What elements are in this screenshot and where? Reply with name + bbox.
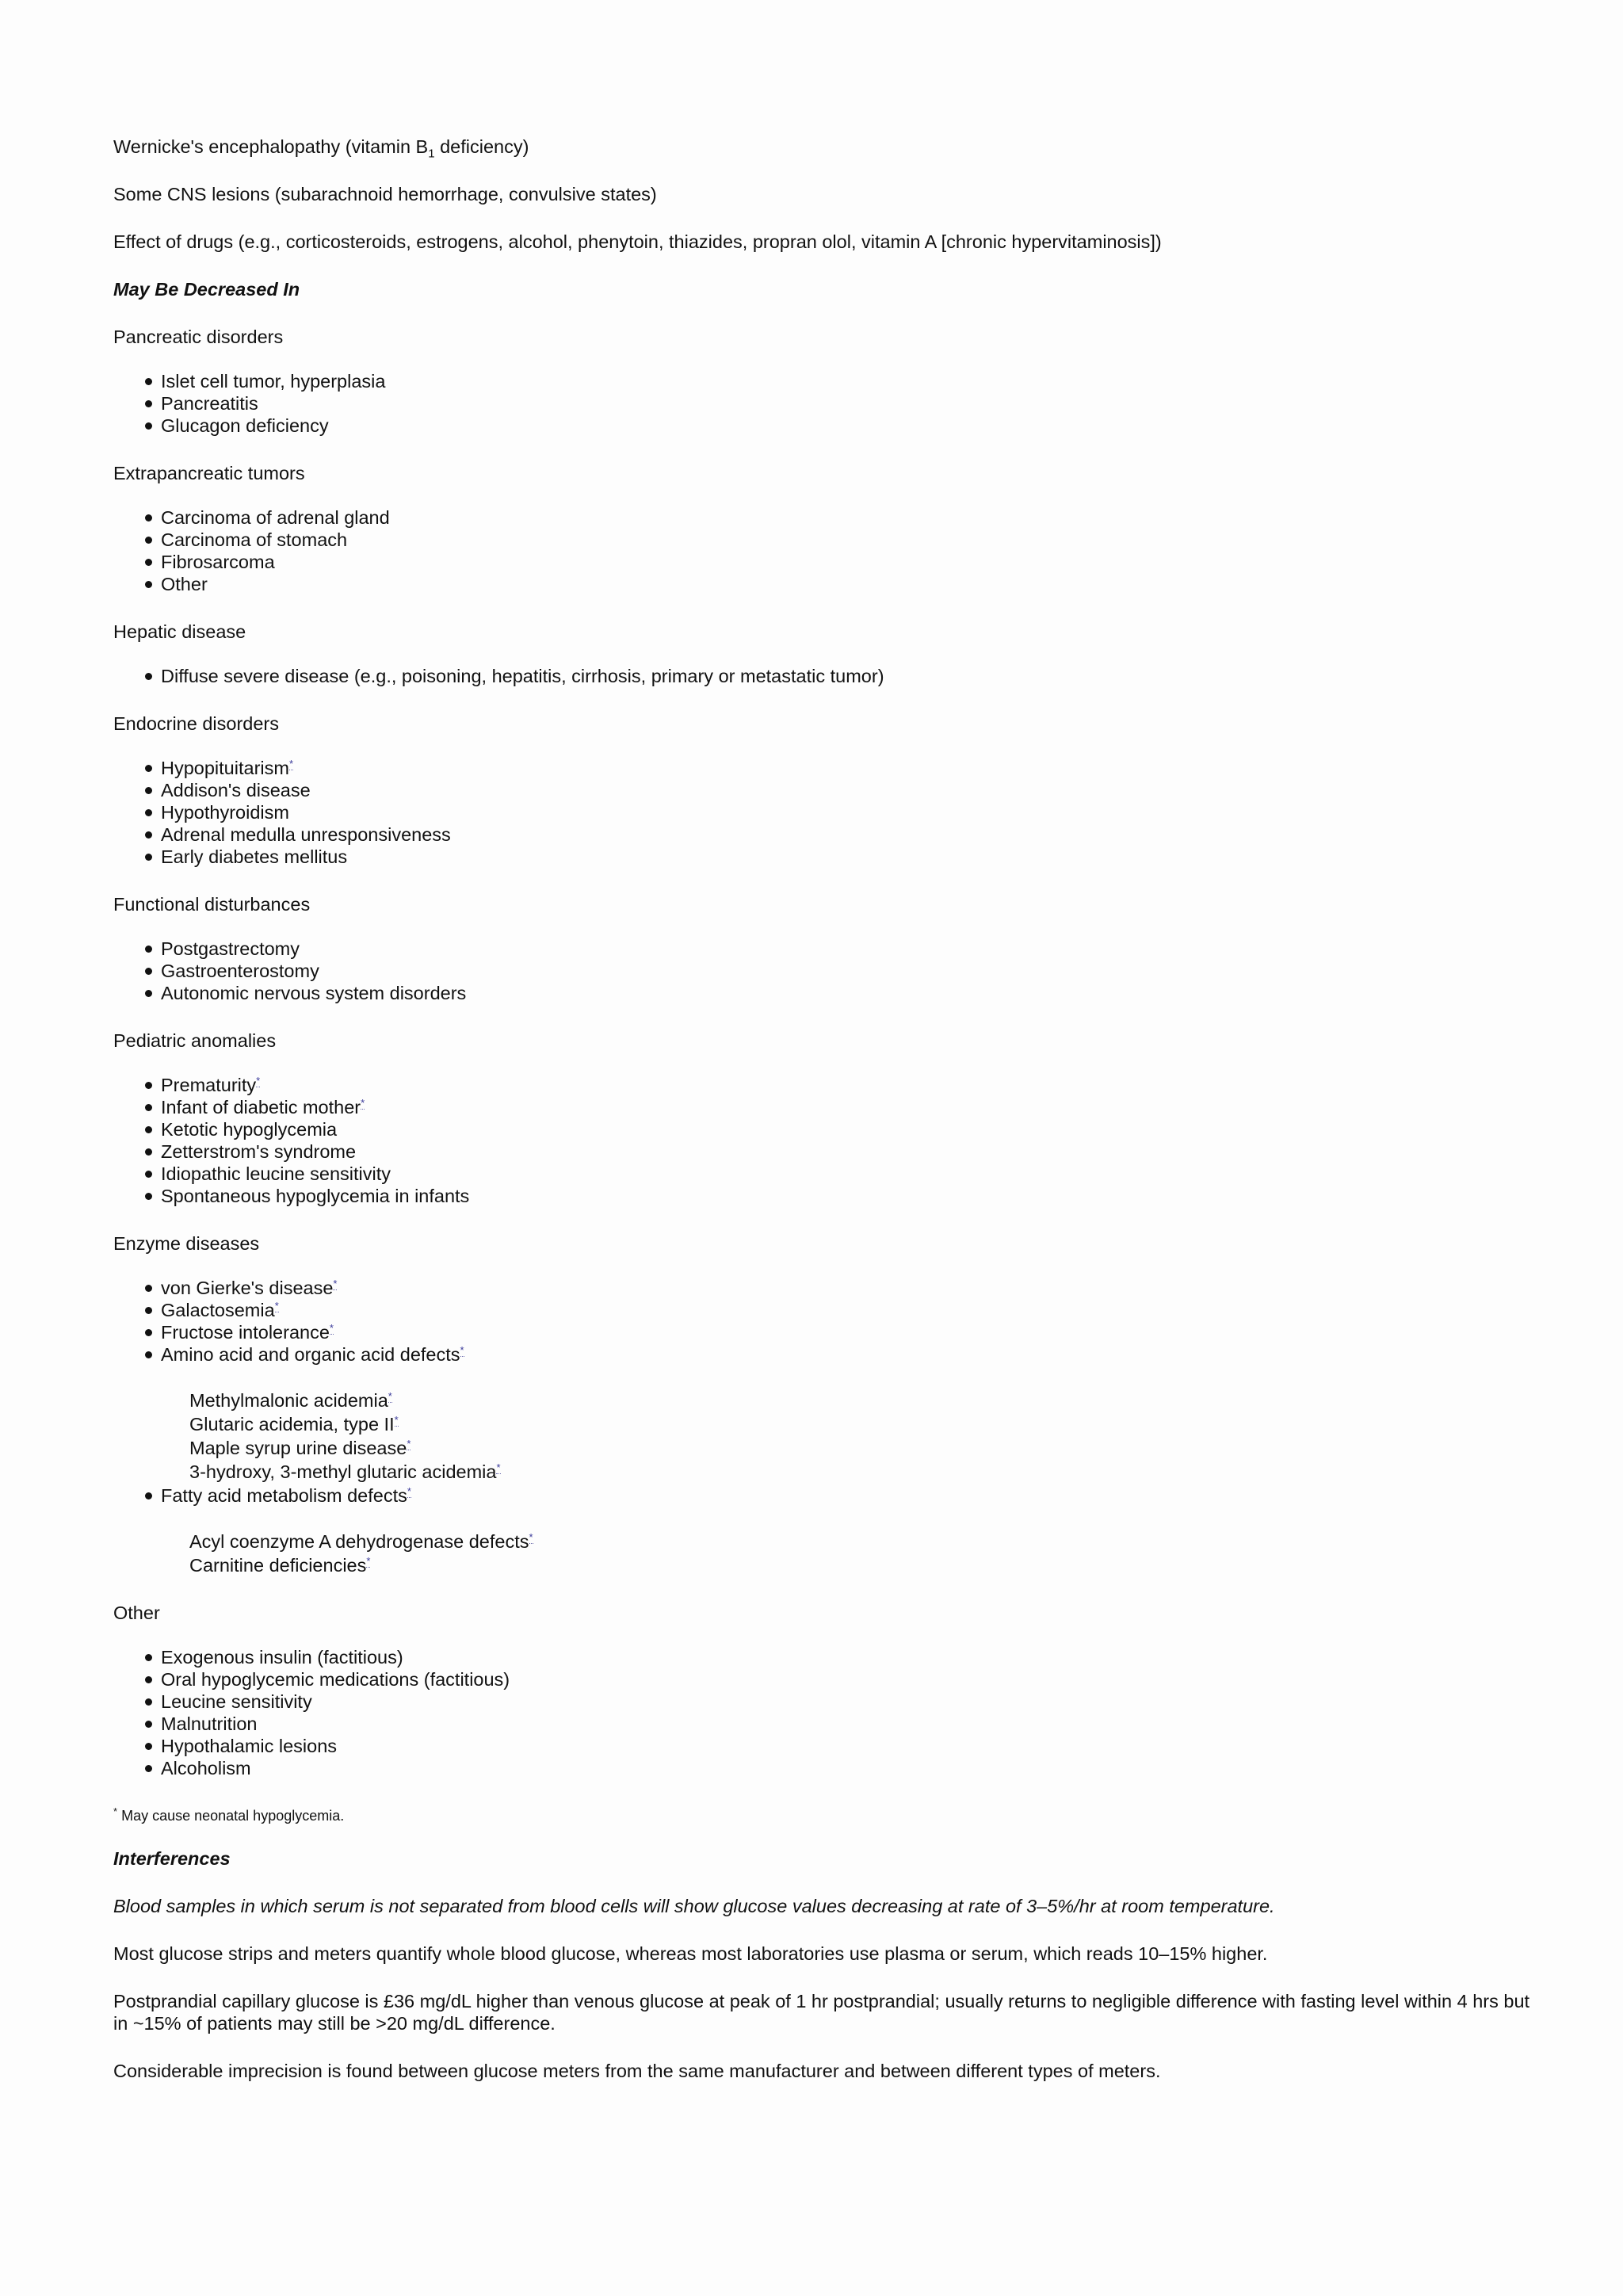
interferences-p3: Postprandial capillary glucose is £36 mg/dL higher than venous glucose at peak of 1 hr postprandial; usually returns to negligible difference with fasting level within 4 hrs but in ~15% of patients may still be >20 mg/dL difference. xyxy=(113,1991,1530,2034)
footnote-link[interactable]: * xyxy=(366,1555,371,1568)
section-title-pancreatic: Pancreatic disorders xyxy=(113,327,284,347)
section-title-pediatric: Pediatric anomalies xyxy=(113,1030,277,1051)
list-item: Leucine sensitivity xyxy=(161,1690,1540,1713)
footnote-link[interactable]: * xyxy=(407,1438,411,1450)
pancreatic-list xyxy=(113,370,1540,437)
amino-acid-sublist xyxy=(161,1389,1540,1483)
section-title-extrapancreatic: Extrapancreatic tumors xyxy=(113,463,305,483)
drugs-line: Effect of drugs (e.g., corticosteroids, estrogens, alcohol, phenytoin, thiazides, propran olol, vitamin A [chronic hypervitaminosis]) xyxy=(113,231,1162,252)
list-item xyxy=(161,1321,1540,1343)
wernicke-line xyxy=(113,136,1540,161)
footnote-link[interactable]: * xyxy=(394,1414,399,1427)
list-item: Islet cell tumor, hyperplasia xyxy=(161,370,1540,392)
list-item-text: Galactosemia xyxy=(161,1300,275,1320)
list-item xyxy=(161,757,1540,779)
subscript: 1 xyxy=(428,147,435,161)
list-item xyxy=(161,1096,1540,1118)
list-item: Spontaneous hypoglycemia in infants xyxy=(161,1185,1540,1207)
footnote-link[interactable]: * xyxy=(496,1461,501,1474)
list-item: Exogenous insulin (factitious) xyxy=(161,1646,1540,1668)
interferences-p1: Blood samples in which serum is not separated from blood cells will show glucose values decreasing at rate of 3–5%/hr at room temperature. xyxy=(113,1896,1275,1916)
list-item: Autonomic nervous system disorders xyxy=(161,982,1540,1004)
list-item-text: von Gierke's disease xyxy=(161,1278,334,1298)
footnote-link[interactable]: * xyxy=(361,1097,365,1110)
list-item: Fibrosarcoma xyxy=(161,551,1540,573)
list-item: Postgastrectomy xyxy=(161,938,1540,960)
list-item: Early diabetes mellitus xyxy=(161,846,1540,868)
extrapancreatic-list xyxy=(113,506,1540,595)
sublist-item xyxy=(189,1413,1540,1435)
sublist-item-text: Glutaric acidemia, type II xyxy=(189,1414,395,1435)
list-item: Carcinoma of adrenal gland xyxy=(161,506,1540,529)
list-item-text: Fatty acid metabolism defects xyxy=(161,1485,407,1506)
section-title-endocrine: Endocrine disorders xyxy=(113,713,279,734)
footnote-link[interactable]: * xyxy=(388,1390,392,1403)
list-item: Alcoholism xyxy=(161,1757,1540,1779)
section-title-functional: Functional disturbances xyxy=(113,894,311,915)
list-item: Other xyxy=(161,573,1540,595)
footnote-link[interactable]: * xyxy=(288,758,294,770)
list-item-text: Amino acid and organic acid defects xyxy=(161,1344,460,1365)
list-item: Hypothalamic lesions xyxy=(161,1735,1540,1757)
list-item: Glucagon deficiency xyxy=(161,415,1540,437)
list-item: Carcinoma of stomach xyxy=(161,529,1540,551)
sublist-item xyxy=(189,1530,1540,1553)
enzyme-list xyxy=(113,1277,1540,1576)
list-item: Adrenal medulla unresponsiveness xyxy=(161,823,1540,846)
sublist-item-text: 3-hydroxy, 3-methyl glutaric acidemia xyxy=(189,1461,497,1482)
list-item: Diffuse severe disease (e.g., poisoning, hepatitis, cirrhosis, primary or metastatic tumor) xyxy=(161,665,1540,687)
list-item-text: Hypopituitarism xyxy=(161,758,289,778)
sublist-item-text: Acyl coenzyme A dehydrogenase defects xyxy=(189,1531,529,1552)
footnote-link[interactable]: * xyxy=(329,1322,334,1335)
list-item-text: Prematurity xyxy=(161,1075,257,1095)
interferences-p4: Considerable imprecision is found between glucose meters from the same manufacturer and between different types of meters. xyxy=(113,2061,1161,2081)
interferences-heading: Interferences xyxy=(113,1848,231,1869)
footnote-link[interactable]: * xyxy=(460,1344,464,1357)
sublist-item xyxy=(189,1554,1540,1576)
list-item: Ketotic hypoglycemia xyxy=(161,1118,1540,1140)
list-item xyxy=(161,1343,1540,1483)
footnote-link[interactable]: * xyxy=(407,1485,411,1498)
sublist-item xyxy=(189,1461,1540,1483)
list-item: Hypothyroidism xyxy=(161,801,1540,823)
wernicke-text-end: deficiency) xyxy=(434,136,529,157)
wernicke-text: Wernicke's encephalopathy (vitamin B xyxy=(113,136,429,157)
list-item xyxy=(161,1484,1540,1576)
sublist-item-text: Methylmalonic acidemia xyxy=(189,1390,388,1411)
footnote-text: May cause neonatal hypoglycemia. xyxy=(121,1808,345,1824)
other-list xyxy=(113,1646,1540,1779)
endocrine-list xyxy=(113,757,1540,868)
hepatic-list xyxy=(113,665,1540,687)
footnote xyxy=(113,1805,1540,1827)
footnote-star: * xyxy=(113,1805,118,1817)
sublist-item-text: Maple syrup urine disease xyxy=(189,1438,407,1458)
list-item: Gastroenterostomy xyxy=(161,960,1540,982)
footnote-link[interactable]: * xyxy=(256,1075,261,1087)
section-title-other: Other xyxy=(113,1603,160,1623)
list-item: Pancreatitis xyxy=(161,392,1540,415)
list-item-text: Fructose intolerance xyxy=(161,1322,330,1343)
list-item: Idiopathic leucine sensitivity xyxy=(161,1163,1540,1185)
pediatric-list xyxy=(113,1074,1540,1207)
list-item xyxy=(161,1074,1540,1096)
document-body xyxy=(113,136,1540,2107)
sublist-item-text: Carnitine deficiencies xyxy=(189,1555,367,1576)
list-item: Addison's disease xyxy=(161,779,1540,801)
sublist-item xyxy=(189,1437,1540,1459)
fatty-acid-sublist xyxy=(161,1530,1540,1576)
list-item-text: Infant of diabetic mother xyxy=(161,1097,361,1117)
sublist-item xyxy=(189,1389,1540,1412)
decreased-heading: May Be Decreased In xyxy=(113,279,300,300)
interferences-p2: Most glucose strips and meters quantify whole blood glucose, whereas most laboratories use plasma or serum, which reads 10–15% higher. xyxy=(113,1943,1268,1964)
functional-list xyxy=(113,938,1540,1004)
list-item: Oral hypoglycemic medications (factitious) xyxy=(161,1668,1540,1690)
list-item: Zetterstrom's syndrome xyxy=(161,1140,1540,1163)
list-item xyxy=(161,1299,1540,1321)
footnote-link[interactable]: * xyxy=(333,1278,338,1290)
list-item xyxy=(161,1277,1540,1299)
section-title-enzyme: Enzyme diseases xyxy=(113,1233,260,1254)
section-title-hepatic: Hepatic disease xyxy=(113,621,246,642)
cns-line: Some CNS lesions (subarachnoid hemorrhage, convulsive states) xyxy=(113,184,657,204)
list-item: Malnutrition xyxy=(161,1713,1540,1735)
footnote-link[interactable]: * xyxy=(274,1300,279,1312)
footnote-link[interactable]: * xyxy=(529,1531,533,1544)
